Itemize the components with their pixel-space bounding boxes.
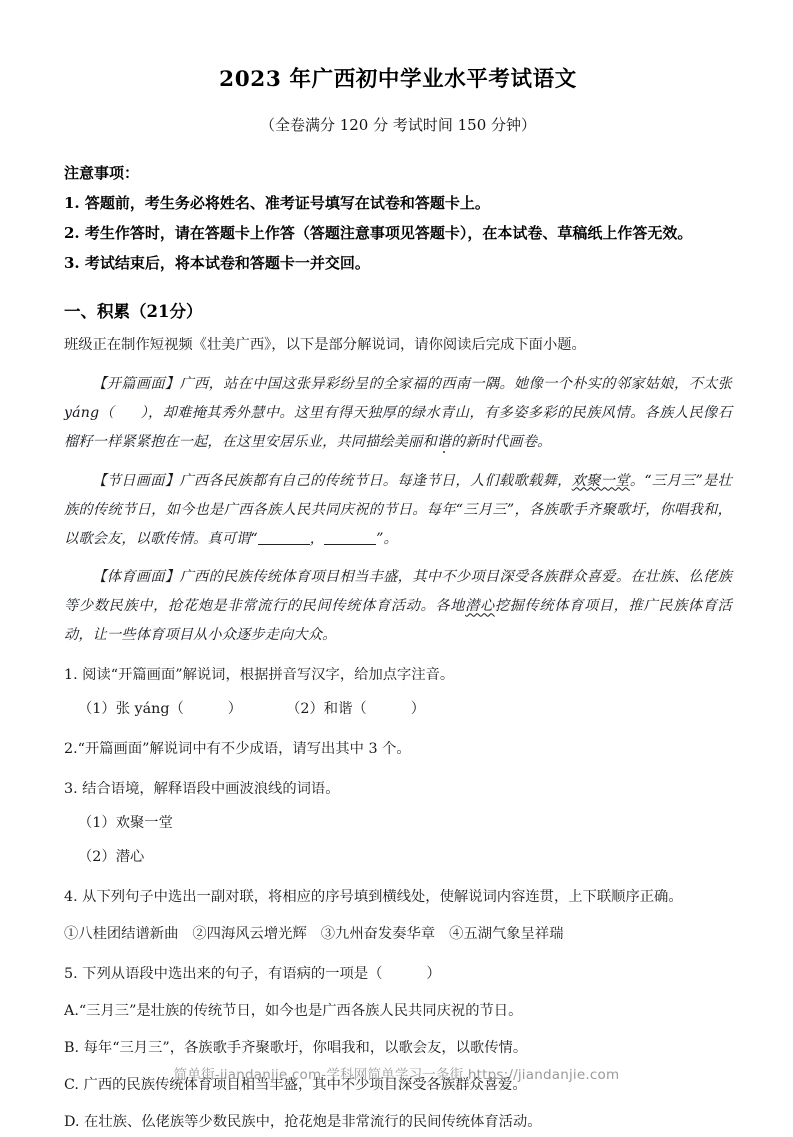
passage-festival (64, 467, 732, 554)
passage-opening-part1: 广西，站在中国这张异彩纷呈的全家福的西南一隅。她像一个朴实的邻家姑娘，不太张 (179, 376, 732, 392)
emphasis-char-xie: 谐 (436, 433, 452, 450)
passage-sports-part1: 广西的民族传统体育项目相当丰盛，其中不少项目深受各族群众喜爱。在壮族、仫佬族等少数民族中，抢花炮是非常流行的民间传统体育活动。各地 (64, 569, 732, 615)
question-1-sub-2-suffix: ） (410, 701, 425, 718)
question-3-sub-1: （1）欢聚一堂 (78, 815, 173, 832)
question-4-options (64, 919, 732, 949)
notice-item-3: 3. 考试结束后，将本试卷和答题卡一并交回。 (64, 254, 370, 272)
notice-heading: 注意事项： (64, 164, 140, 182)
question-1-sub-1-suffix: ） (227, 701, 243, 718)
passage-opening-pinyin: yáng (64, 404, 100, 421)
question-5-stem (64, 959, 732, 989)
passage-festival-part2: 。“三月三”是壮族的传统节日，如今也是广西各族人民共同庆祝的节日。每年“三月三”，各族歌手齐聚歌圩，你唱我和，以歌会友，以歌传情。真可谓“ (64, 472, 732, 547)
couplet-option-1[interactable]: ①八桂团结谱新曲 (64, 926, 179, 943)
question-1-sub-1-prefix: （1）张 yáng（ (78, 701, 184, 718)
page-subtitle: （全卷满分 120 分 考试时间 150 分钟） (259, 116, 537, 134)
passage-festival-part3: ， (309, 530, 325, 547)
passage-festival-part1: 广西各民族都有自己的传统节日。每逢节日，人们载歌载舞， (179, 472, 572, 489)
notice-item-1: 1. 答题前，考生务必将姓名、准考证号填写在试卷和答题卡上。 (64, 194, 490, 212)
passage-opening: 【开篇画面】广西，站在中国这张异彩纷呈的全家福的西南一隅。她像一个朴实的邻家姑娘，不太张yáng（ ），却难掩其秀外慧中。这里有得天独厚的绿水青山，有多姿多彩的民族风情。各族人民像石榴籽一样紧紧抱在一起，在这里安居乐业，共同描绘美丽和谐的新时代画卷。 (64, 376, 732, 450)
question-2-stem: 2.“开篇画面”解说词中有不少成语，请写出其中 3 个。 (64, 741, 411, 758)
footer-watermark: 简单街-jiandanjie.com-学科网简单学习一条街 https://jiandanjie.com (173, 1067, 620, 1083)
passage-opening-part4: 的新时代画卷。 (451, 433, 552, 450)
question-5-option-d[interactable]: D. 在壮族、仫佬族等少数民族中，抢花炮是非常流行的民间传统体育活动。 (64, 1114, 542, 1131)
question-5-option-c[interactable]: C. 广西的民族传统体育项目相当丰盛，其中不少项目深受各族群众喜爱。 (64, 1077, 527, 1094)
question-5-stem-text: 5. 下列从语段中选出来的句子，有语病的一项是（ (64, 966, 383, 983)
couplet-blank-1[interactable] (258, 531, 310, 545)
question-5-option-b[interactable]: B. 每年“三月三”，各族歌手齐聚歌圩，你唱我和，以歌会友，以歌传情。 (64, 1040, 528, 1057)
section-lead-text: 班级正在制作短视频《壮美广西》，以下是部分解说词，请你阅读后完成下面小题。 (64, 337, 586, 353)
couplet-option-4[interactable]: ④五湖气象呈祥瑞 (449, 926, 564, 943)
question-3-sub-2: （2）潜心 (78, 849, 145, 866)
wavy-term-huanju-yitang: 欢聚一堂 (571, 472, 630, 489)
passage-sports (64, 563, 732, 650)
page-content (64, 0, 732, 1137)
page-title: 2023 年广西初中学业水平考试语文 (219, 67, 577, 92)
notice-item-2: 2. 考生作答时，请在答题卡上作答（答题注意事项见答题卡），在本试卷、草稿纸上作答无效。 (64, 224, 693, 242)
question-1-subitems (64, 694, 732, 724)
passage-festival-label: 【节日画面】 (92, 472, 180, 489)
question-1-sub-2-prefix: （2）和谐（ (286, 701, 367, 718)
section-heading: 一、积累（21分） (64, 302, 203, 321)
couplet-blank-2[interactable] (324, 531, 376, 545)
passage-opening-label: 【开篇画面】 (92, 376, 180, 392)
question-5-option-a[interactable]: A.“三月三”是壮族的传统节日，如今也是广西各族人民共同庆祝的节日。 (64, 1003, 523, 1020)
question-4-stem: 4. 从下列句子中选出一副对联，将相应的序号填到横线处，使解说词内容连贯，上下联顺序正确。 (64, 889, 683, 906)
couplet-option-2[interactable]: ②四海风云增光辉 (192, 926, 307, 943)
passage-sports-part2: 挖掘传统体育项目，推广民族体育活动，让一些体育项目从小众逐步走向大众。 (64, 598, 732, 644)
question-3-stem: 3. 结合语境，解释语段中画波浪线的词语。 (64, 781, 340, 798)
wavy-term-qianxin: 潜心 (465, 598, 495, 615)
passage-sports-label: 【体育画面】 (92, 569, 180, 586)
passage-festival-part4: ”。 (376, 530, 398, 547)
couplet-option-3[interactable]: ③九州奋发奏华章 (320, 926, 436, 943)
passage-opening-part3: 籽一样紧紧抱在一起，在这里安居乐业，共同描绘美丽和 (78, 433, 437, 450)
passage-opening-part2: ），却难掩其秀外慧中。这里有得天独厚的绿水青山，有多姿多彩的民族风情。各族人民像石榴 (64, 404, 732, 450)
question-5-stem-tail: ） (426, 966, 441, 983)
question-1-stem: 1. 阅读“开篇画面”解说词，根据拼音写汉字，给加点字注音。 (64, 667, 455, 684)
notice-block (64, 158, 732, 278)
